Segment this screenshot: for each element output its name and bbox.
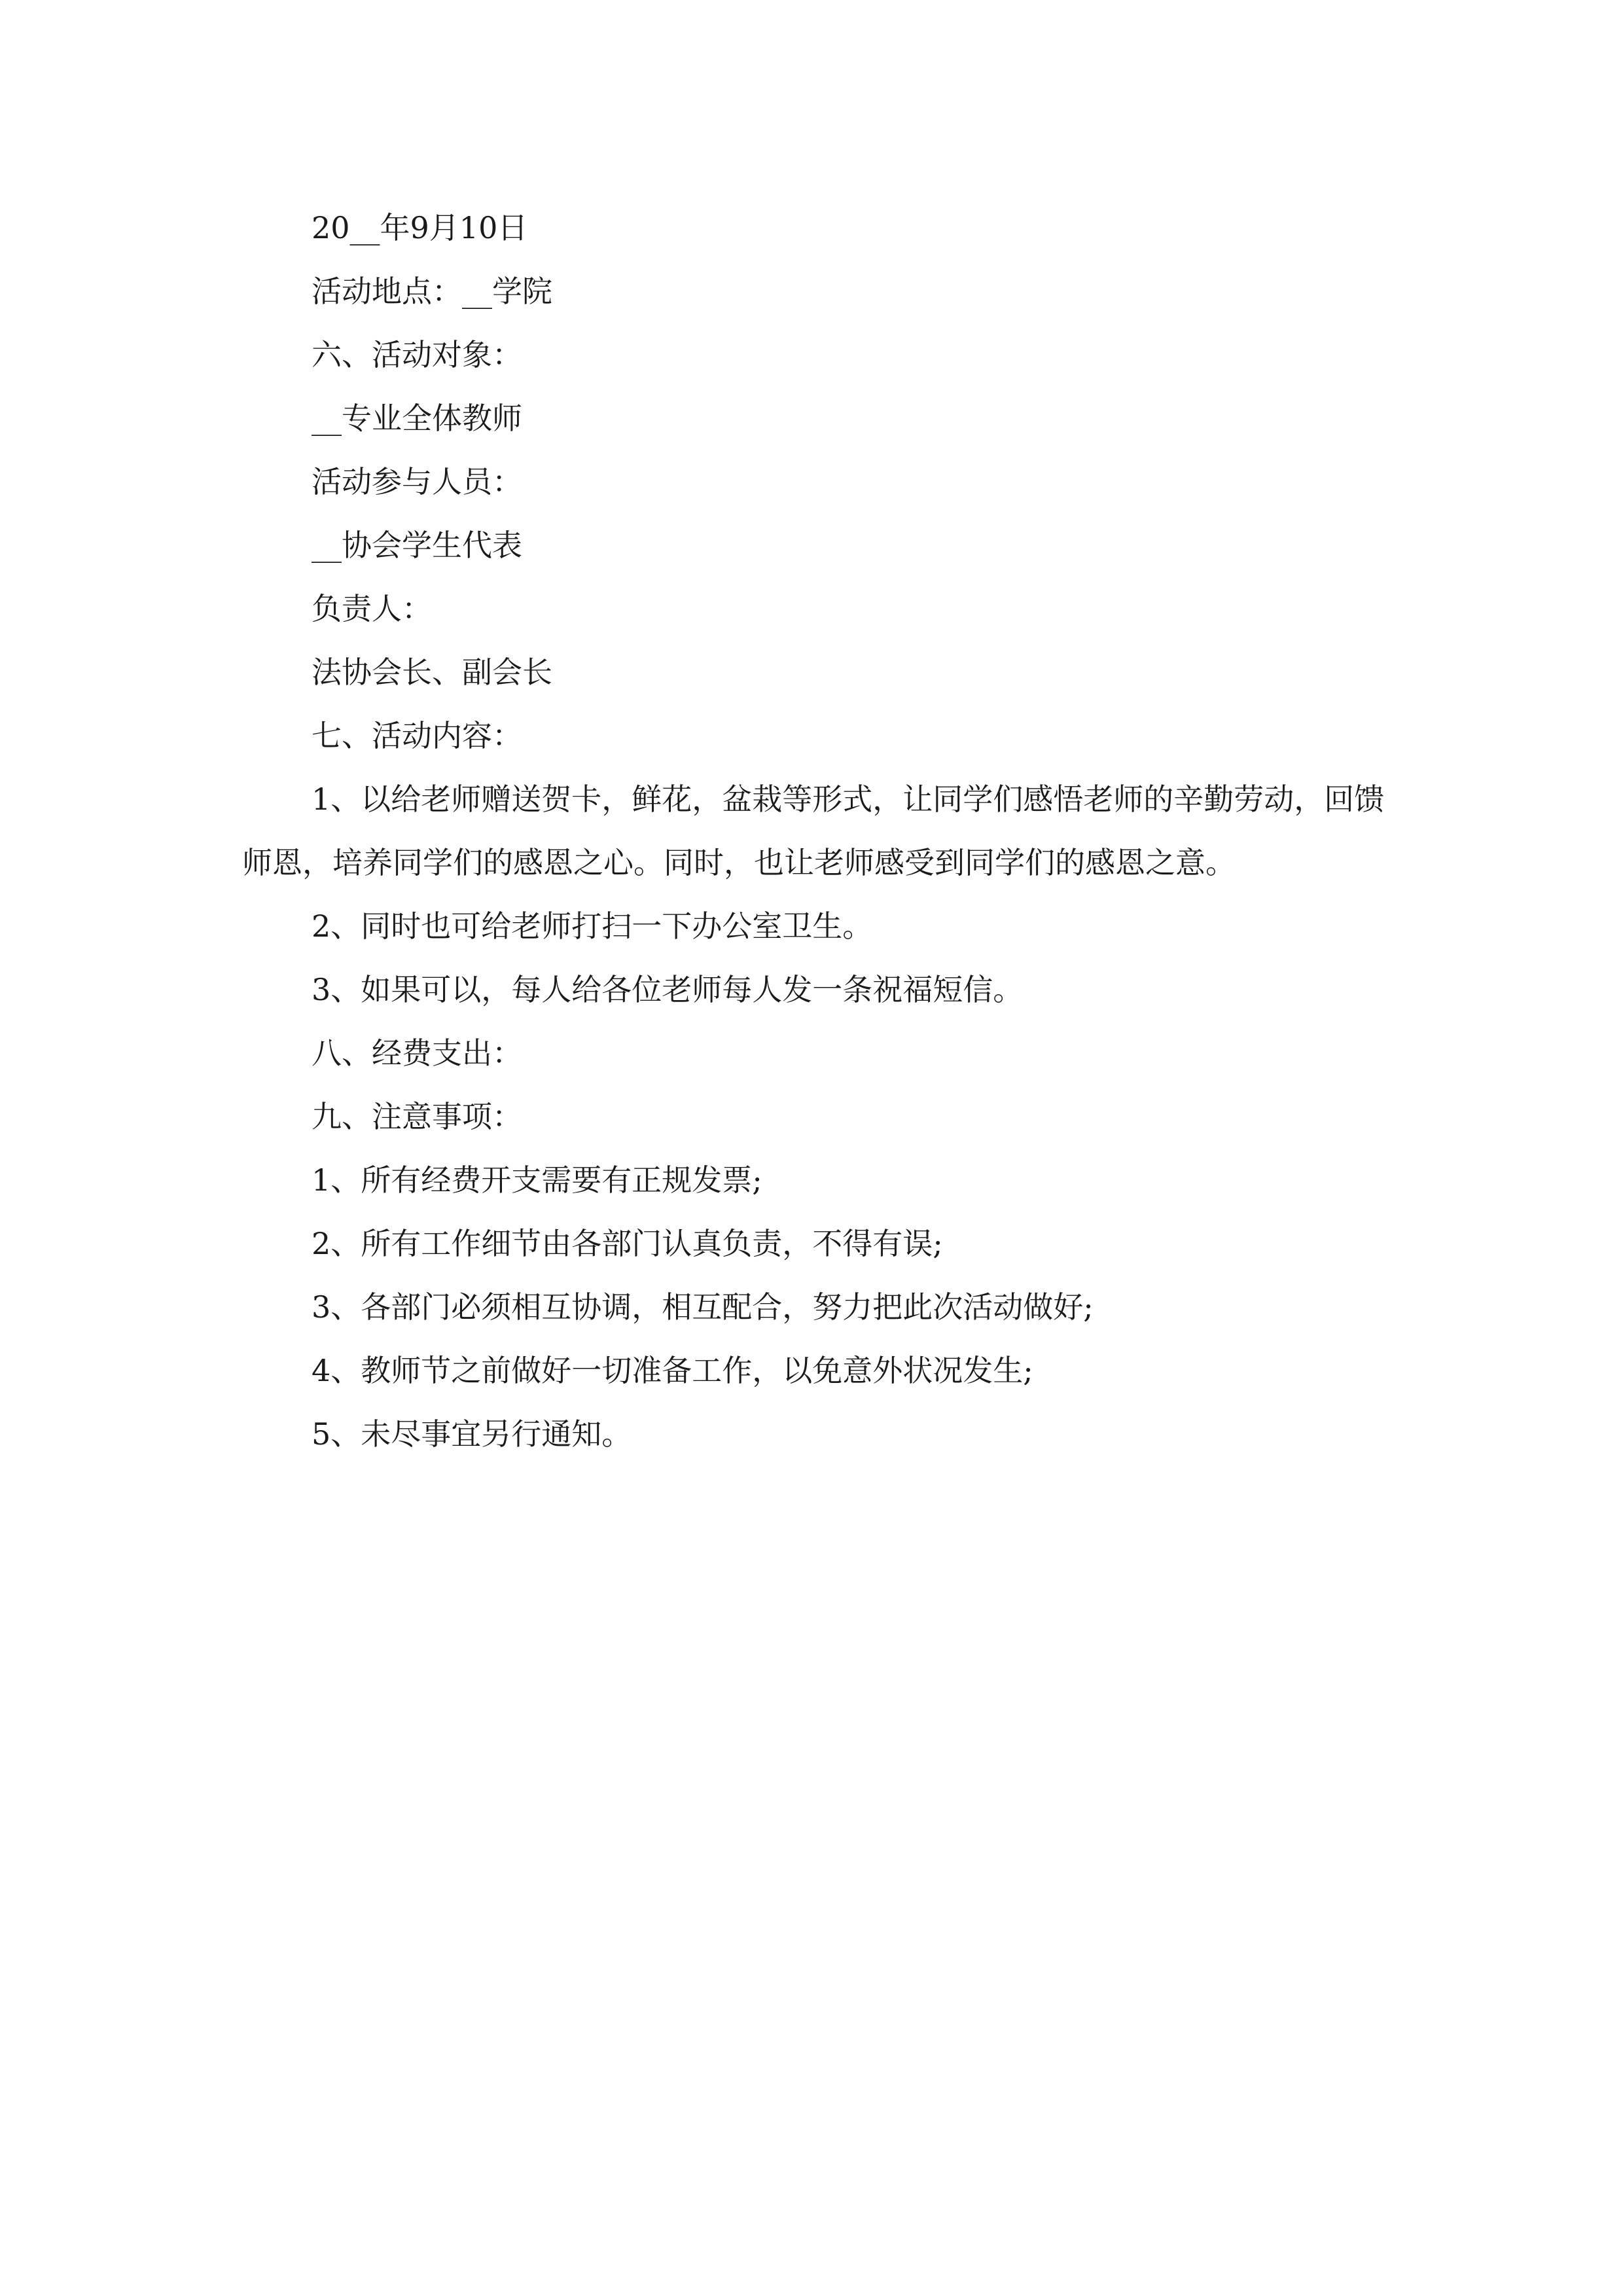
date-line: 20__年9月10日 — [312, 210, 528, 245]
participants-heading: 活动参与人员： — [312, 464, 522, 499]
section-9-heading: 九、注意事项： — [312, 1099, 522, 1134]
note-item-1: 1、所有经费开支需要有正规发票; — [312, 1162, 762, 1198]
responsible-heading: 负责人： — [312, 591, 432, 626]
note-item-5: 5、未尽事宜另行通知。 — [312, 1416, 632, 1452]
section-7-heading: 七、活动内容： — [312, 718, 522, 753]
activity-target: __专业全体教师 — [312, 401, 522, 436]
section-8-heading: 八、经费支出： — [312, 1035, 522, 1071]
participants-value: __协会学生代表 — [312, 528, 522, 563]
note-item-2: 2、所有工作细节由各部门认真负责，不得有误; — [312, 1226, 943, 1261]
responsible-value: 法协会长、副会长 — [312, 655, 552, 690]
content-item-1: 1、以给老师赠送贺卡，鲜花，盆栽等形式，让同学们感悟老师的辛勤劳动，回馈师恩，培养同学们的感恩之心。同时，也让老师感受到同学们的感恩之意。 — [242, 781, 1385, 880]
activity-location: 活动地点：__学院 — [312, 274, 552, 309]
note-item-4: 4、教师节之前做好一切准备工作，以免意外状况发生; — [312, 1353, 1033, 1388]
section-6-heading: 六、活动对象： — [312, 337, 522, 372]
content-item-3: 3、如果可以，每人给各位老师每人发一条祝福短信。 — [312, 972, 1024, 1007]
document-body — [242, 196, 1407, 1466]
note-item-3: 3、各部门必须相互协调，相互配合，努力把此次活动做好; — [312, 1289, 1094, 1325]
content-item-2: 2、同时也可给老师打扫一下办公室卫生。 — [312, 908, 873, 944]
